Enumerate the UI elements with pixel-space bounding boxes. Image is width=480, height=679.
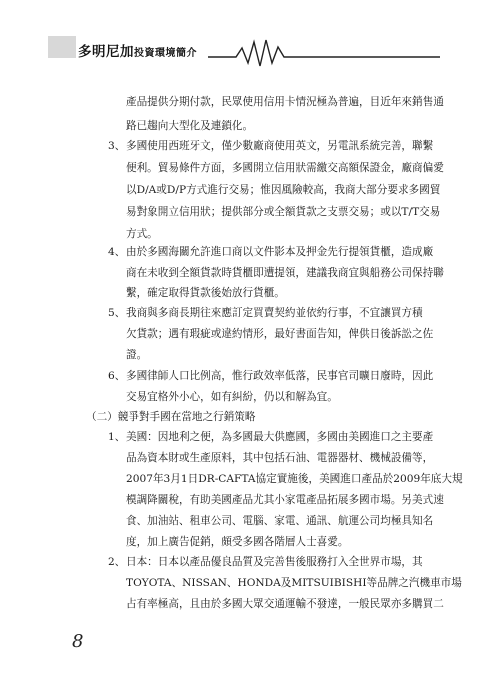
- text-line: 美國：因地利之便，為多國最大供應國，多國由美國進口之主要產: [126, 431, 434, 443]
- text-line: 易對象開立信用狀；提供部分或全額貨款之支票交易；或以T/T交易: [126, 206, 441, 218]
- text-line: 多國律師人口比例高，惟行政效率低落，民事官司曠日廢時，因此: [126, 370, 434, 382]
- list-number: 5、: [108, 307, 126, 319]
- text-line: 度，加上廣告促銷，頗受多國各階層人士喜愛。: [126, 536, 349, 548]
- list-number: 6、: [108, 370, 126, 382]
- list-number: 2、: [108, 556, 126, 568]
- text-line: 證。: [126, 349, 148, 361]
- text-line: 產品提供分期付款，民眾使用信用卡情況極為普遍，目近年來銷售通: [126, 96, 444, 108]
- text-line: TOYOTA、NISSAN、HONDA及MITSUIBISHI等品牌之汽機車市場: [126, 577, 462, 589]
- running-header: [0, 0, 480, 60]
- text-line: 方式。: [126, 228, 158, 240]
- text-line: 商在未收到全額貨款時貨櫃即遭提領，建議我商宜與船務公司保持聯: [126, 267, 444, 279]
- text-line: 交易宜格外小心，如有糾紛，仍以和解為宜。: [126, 391, 338, 403]
- header-title-main: 多明尼加: [78, 44, 134, 60]
- text-line: 以D/A或D/P方式進行交易；惟因風險較高，我商大部分要求多國貿: [126, 184, 441, 196]
- list-number: 4、: [108, 246, 126, 258]
- text-line: 多國使用西班牙文，僅少數廠商使用英文，另電訊系統完善，聯繫: [126, 140, 434, 152]
- page-number: 8: [72, 631, 84, 652]
- heartbeat-line-graphic: [0, 30, 480, 70]
- text-line: 便利。貿易條件方面，多國開立信用狀需繳交高額保證金，廠商偏愛: [126, 162, 444, 174]
- section-heading: （二）競爭對手國在當地之行銷策略: [86, 411, 256, 423]
- list-number: 1、: [108, 431, 126, 443]
- text-line: 食、加油站、租車公司、電腦、家電、通訊、航運公司均極具知名: [126, 515, 434, 527]
- text-line: 模調降關稅，有助美國產品尤其小家電產品拓展多國市場。另美式速: [126, 494, 444, 506]
- list-number: 3、: [108, 140, 126, 152]
- text-line: 欠貨款；遇有瑕疵或違約情形，最好書面告知，俾供日後訴訟之佐: [126, 328, 434, 340]
- text-line: 我商與多商長期往來應訂定買賣契約並依約行事，不宜讓買方積: [126, 307, 423, 319]
- text-line: 路已趨向大型化及連鎖化。: [126, 120, 254, 132]
- text-line: 占有率極高，且由於多國大眾交通運輸不發達，一般民眾亦多購買二: [126, 598, 444, 610]
- text-line: 由於多國海關允許進口商以文件影本及押金先行提領貨櫃，造成廠: [126, 246, 434, 258]
- text-line: 繫，確定取得貨款後始放行貨櫃。: [126, 287, 285, 299]
- header-title-sub: 投資環境簡介: [134, 48, 197, 59]
- text-line: 品為資本財或生產原料，其中包括石油、電器器材、機械設備等，: [126, 452, 434, 464]
- text-line: 日本：日本以產品優良品質及完善售後服務打入全世界市場，其: [126, 556, 423, 568]
- text-line: 2007年3月1日DR-CAFTA協定實施後，美國進口產品於2009年底大規: [126, 473, 463, 485]
